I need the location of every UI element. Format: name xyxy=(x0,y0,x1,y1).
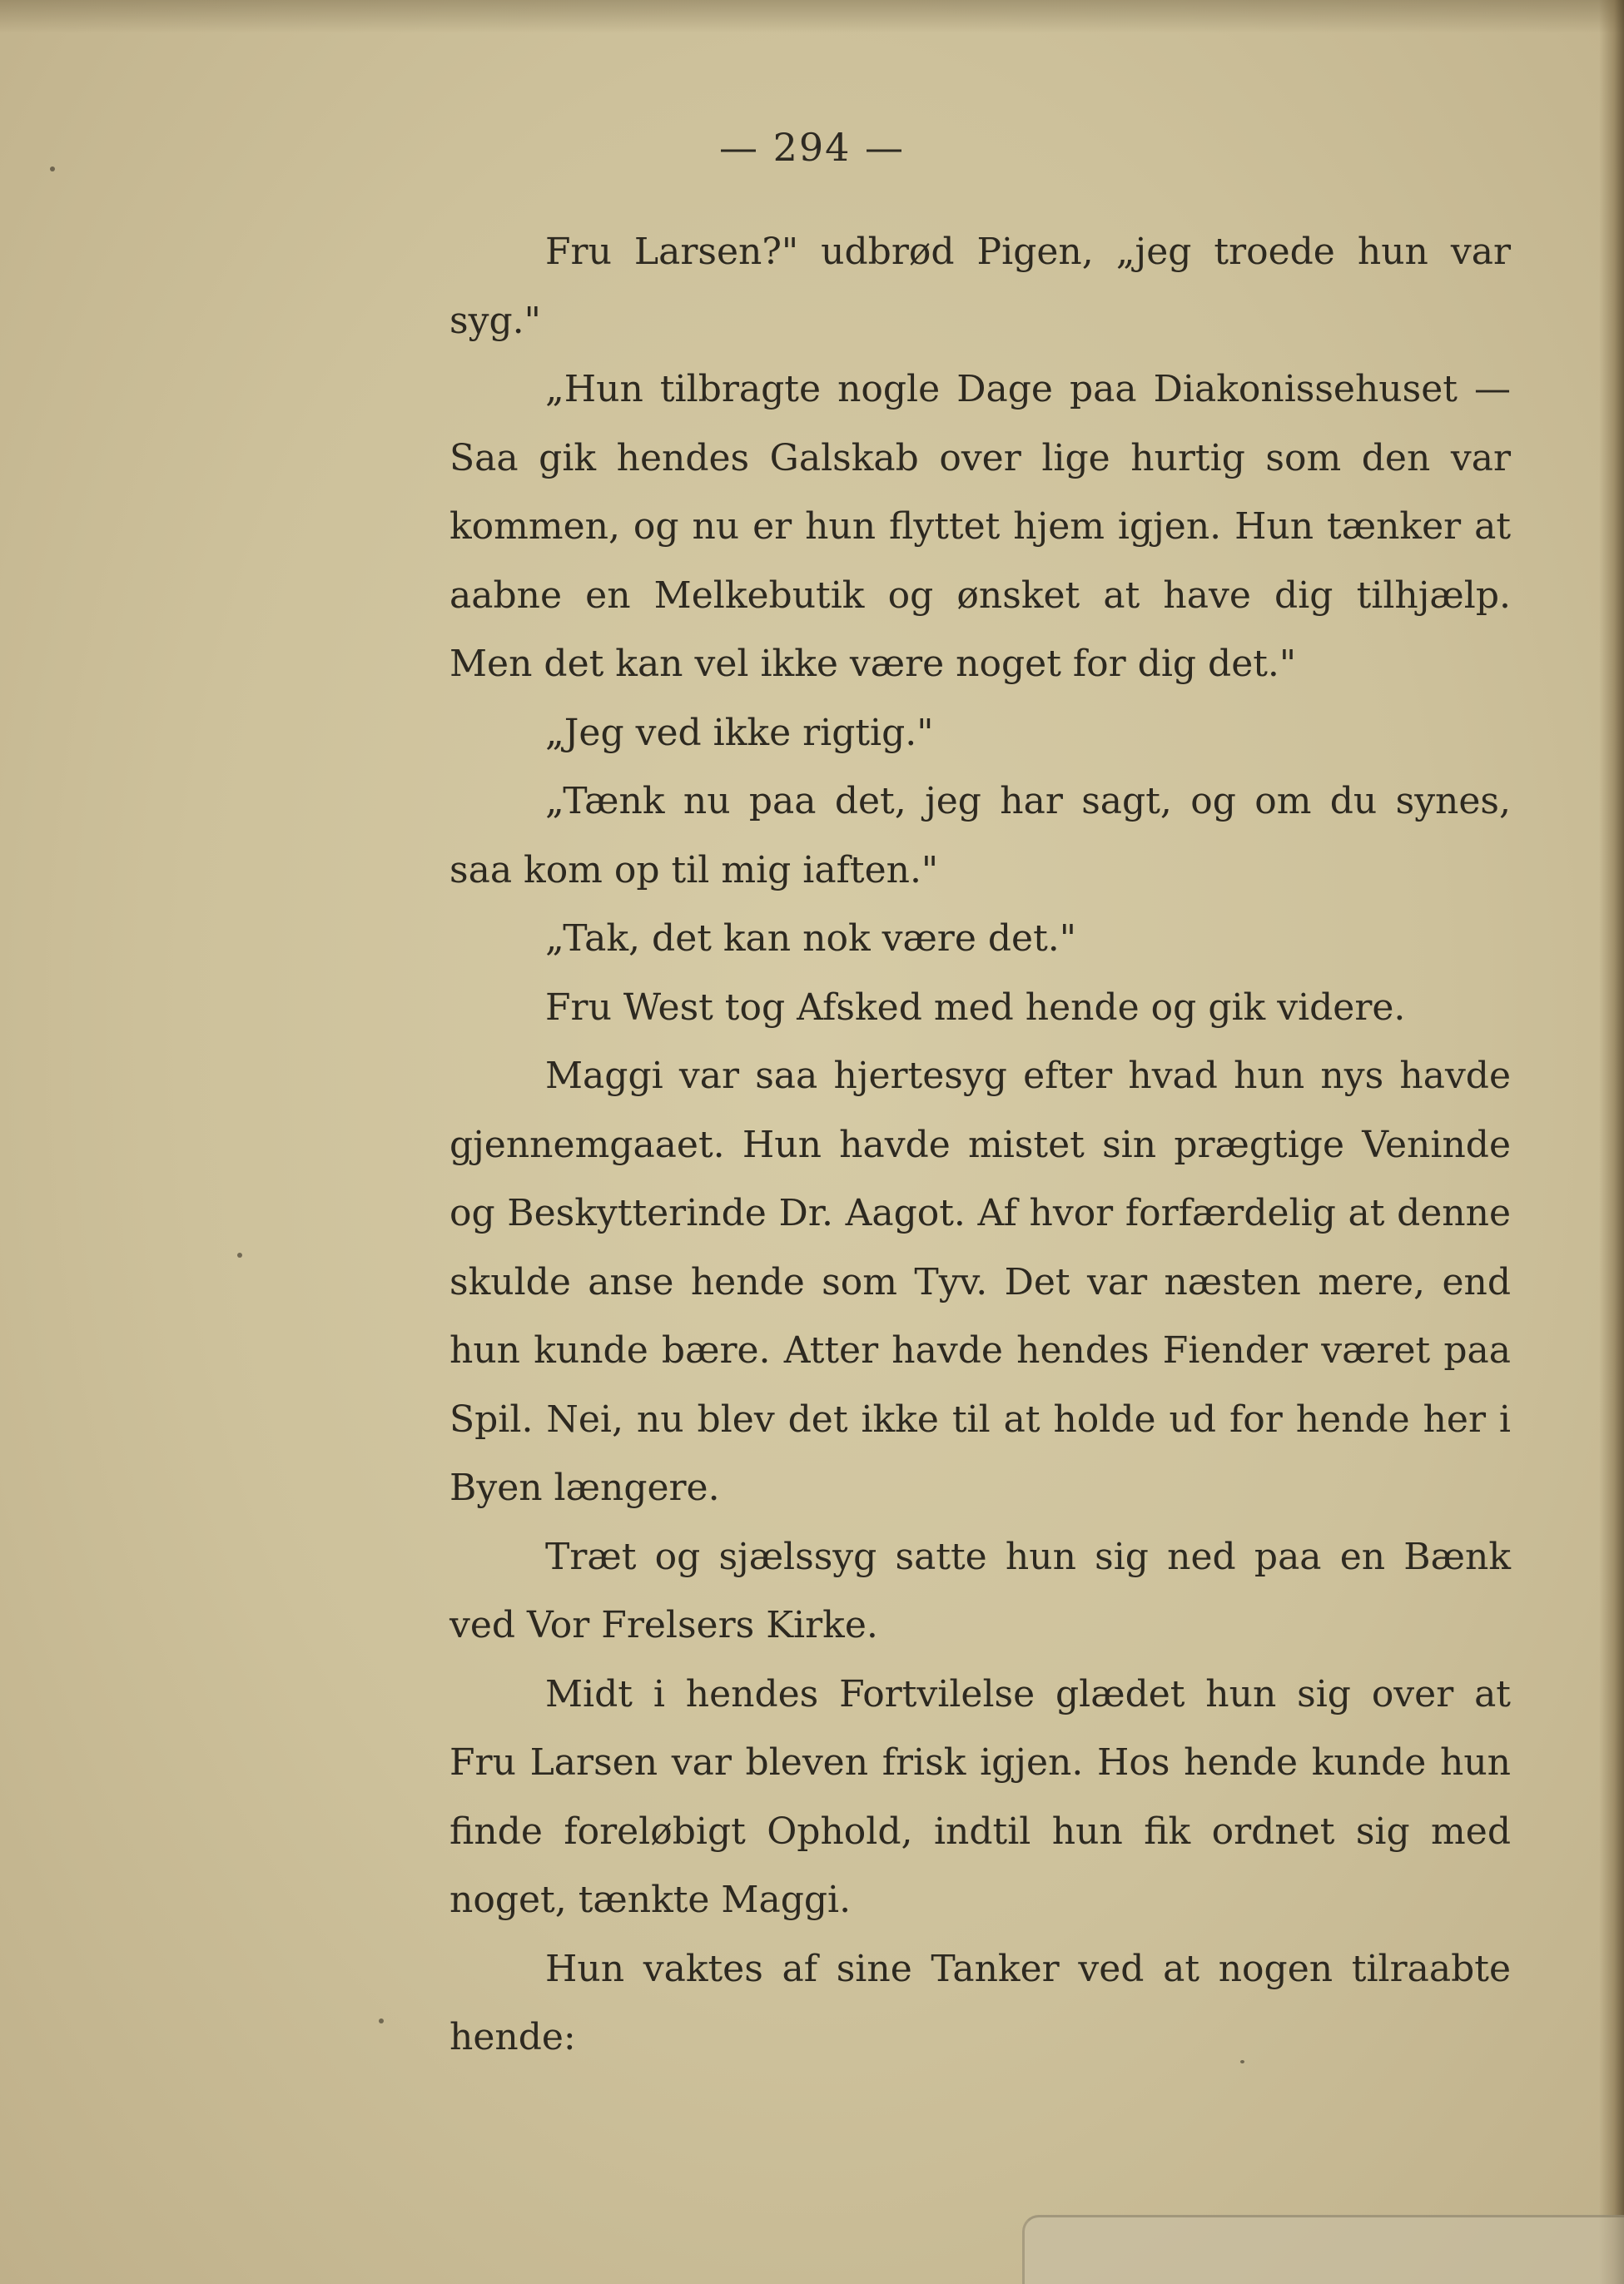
paragraph: „Jeg ved ikke rigtig." xyxy=(545,711,934,754)
page-shadow-top xyxy=(0,0,1624,33)
paragraph: Midt i hendes Fortvilelse glædet hun sig over at Fru Larsen var bleven frisk igjen. Hos hende kunde hun finde foreløbigt Ophold, indtil hun fik ordnet sig med noget, tænkte Maggi. xyxy=(449,1672,1511,1921)
page-number: — 294 — xyxy=(718,125,906,170)
paragraph: Fru Larsen?" udbrød Pigen, „jeg troede hun var syg." xyxy=(449,231,1511,342)
paragraph: Maggi var saa hjertesyg efter hvad hun nys havde gjennemgaaet. Hun havde mistet sin prægtige Veninde og Beskytterinde Dr. Aagot. Af hvor forfærdelig at denne skulde anse hende som Tyv. Det var næsten mere, end hun kunde bære. Atter havde hendes Fiender været paa Spil. Nei, nu blev det ikke til at holde ud for hende her i Byen længere. xyxy=(449,1055,1511,1509)
paragraph: „Tak, det kan nok være det." xyxy=(545,917,1076,960)
paragraph: „Tænk nu paa det, jeg har sagt, og om du synes, saa kom op til mig iaften." xyxy=(449,780,1511,891)
body-text xyxy=(449,218,1511,2073)
paragraph: Hun vaktes af sine Tanker ved at nogen tilraabte hende: xyxy=(449,1947,1511,2058)
paragraph: Fru West tog Afsked med hende og gik videre. xyxy=(545,986,1406,1029)
paper-speck xyxy=(379,2018,384,2023)
page-edge-right xyxy=(1599,0,1624,2284)
paper-speck xyxy=(237,1253,242,1258)
page-corner-fold xyxy=(1022,2215,1624,2284)
paragraph: „Hun tilbragte nogle Dage paa Diakonissehuset — Saa gik hendes Galskab over lige hurtig som den var kommen, og nu er hun flyttet hjem igjen. Hun tænker at aabne en Melkebutik og ønsket at have dig tilhjælp. Men det kan vel ikke være noget for dig det." xyxy=(449,368,1511,685)
paragraph: Træt og sjælssyg satte hun sig ned paa en Bænk ved Vor Frelsers Kirke. xyxy=(449,1535,1511,1646)
